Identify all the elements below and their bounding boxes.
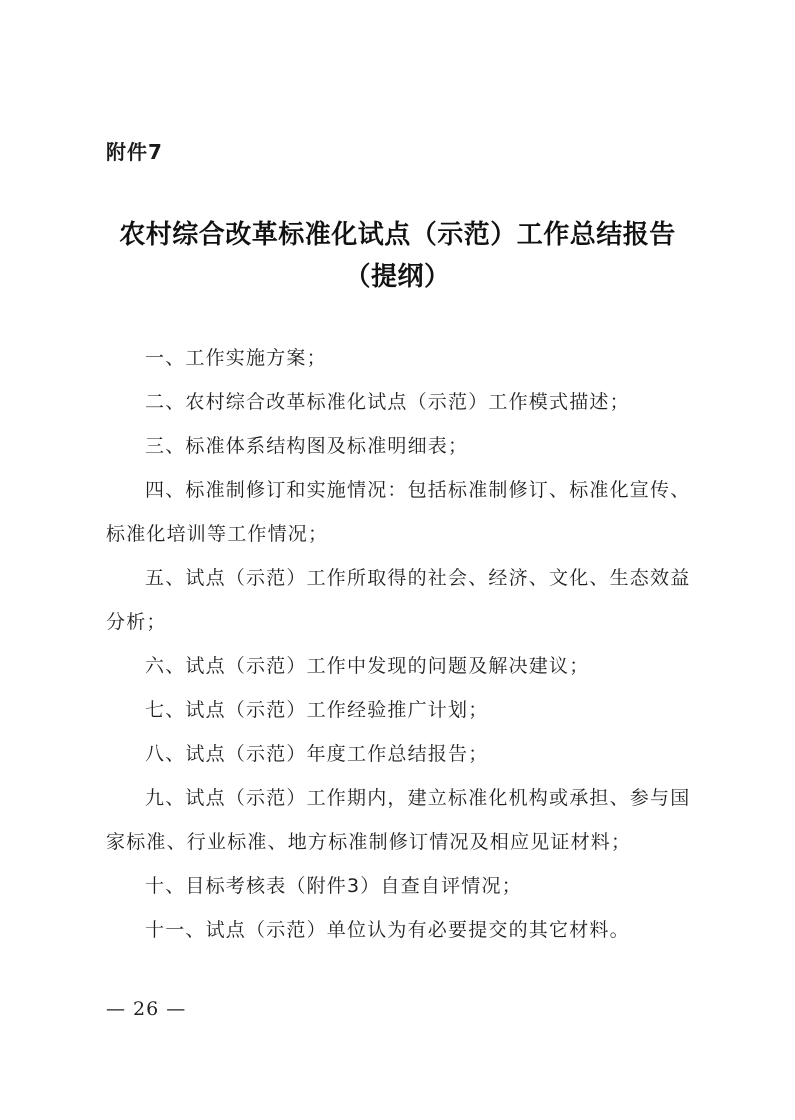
outline-list: [106, 336, 696, 952]
outline-item-1: 一、工作实施方案；: [145, 347, 327, 369]
outline-item-10: 十、目标考核表（附件3）自查自评情况；: [145, 875, 522, 897]
outline-item-3: 三、标准体系结构图及标准明细表；: [145, 435, 469, 457]
outline-item-2: 二、农村综合改革标准化试点（示范）工作模式描述；: [145, 391, 630, 413]
outline-item-7: 七、试点（示范）工作经验推广计划；: [145, 699, 489, 721]
document-title: 农村综合改革标准化试点（示范）工作总结报告: [119, 220, 676, 250]
outline-item-5: 五、试点（示范）工作所取得的社会、经济、文化、生态效益分析；: [106, 567, 691, 633]
attachment-label: 附件7: [106, 140, 163, 164]
page-number: — 26 —: [106, 998, 187, 1020]
outline-item-11: 十一、试点（示范）单位认为有必要提交的其它材料。: [145, 919, 630, 941]
document-subtitle: （提纲）: [344, 262, 451, 292]
outline-item-4: 四、标准制修订和实施情况：包括标准制修订、标准化宣传、标准化培训等工作情况；: [106, 479, 691, 545]
outline-item-8: 八、试点（示范）年度工作总结报告；: [145, 743, 489, 765]
outline-item-6: 六、试点（示范）工作中发现的问题及解决建议；: [145, 655, 590, 677]
outline-item-9: 九、试点（示范）工作期内，建立标准化机构或承担、参与国家标准、行业标准、地方标准制修订情况及相应见证材料；: [106, 787, 691, 853]
